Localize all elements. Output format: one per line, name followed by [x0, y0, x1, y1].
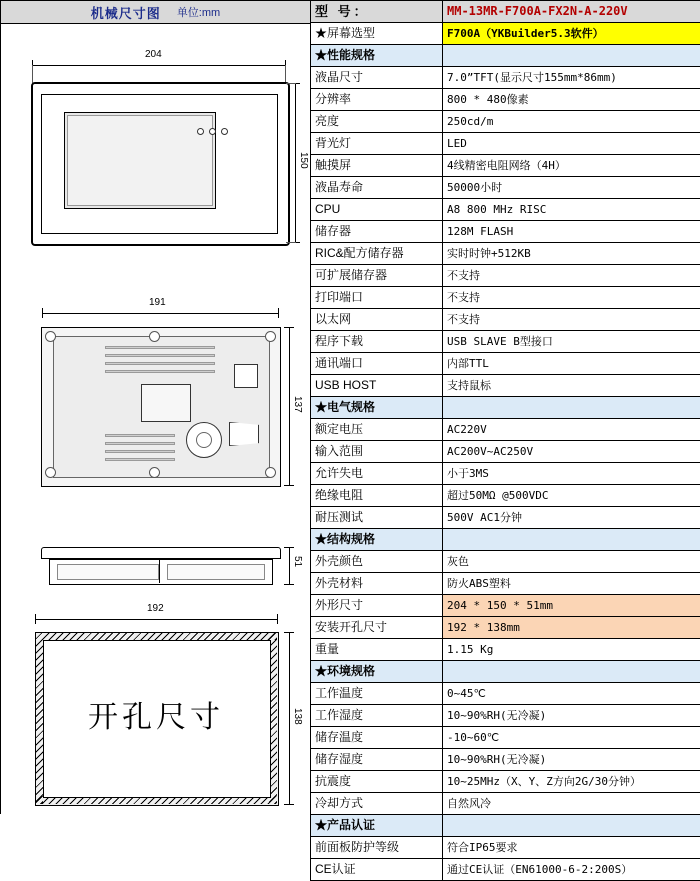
- spec-row: [311, 23, 700, 45]
- spec-key: 液晶尺寸: [311, 67, 443, 89]
- dim-line-side-height: [289, 547, 290, 584]
- spec-value: F700A（YKBuilder5.3软件）: [443, 23, 700, 45]
- spec-value: 自然风冷: [443, 793, 700, 815]
- dim-back-height: 137: [292, 396, 303, 413]
- spec-value: 128M FLASH: [443, 221, 700, 243]
- spec-row: [311, 727, 700, 749]
- power-connector: [186, 422, 222, 458]
- spec-value: AC200V~AC250V: [443, 441, 700, 463]
- spec-key: ★电气规格: [311, 397, 443, 419]
- spec-value: 超过50MΩ @500VDC: [443, 485, 700, 507]
- spec-row: [311, 331, 700, 353]
- spec-value: 防火ABS塑料: [443, 573, 700, 595]
- spec-value: 内部TTL: [443, 353, 700, 375]
- dim-tick: [284, 485, 294, 486]
- spec-row: [311, 507, 700, 529]
- spec-row: [311, 617, 700, 639]
- spec-key: 额定电压: [311, 419, 443, 441]
- ext-line: [286, 242, 296, 243]
- spec-value: [443, 397, 700, 419]
- ext-line: [32, 65, 33, 83]
- spec-value: 250cd/m: [443, 111, 700, 133]
- spec-row: [311, 133, 700, 155]
- spec-value: 204 * 150 * 51mm: [443, 595, 700, 617]
- spec-value: 1.15 Kg: [443, 639, 700, 661]
- spec-value: [443, 815, 700, 837]
- ext-line: [286, 83, 296, 84]
- vent-slot: [105, 434, 175, 437]
- spec-key: USB HOST: [311, 375, 443, 397]
- spec-key: 可扩展储存器: [311, 265, 443, 287]
- spec-key: 外壳颜色: [311, 551, 443, 573]
- spec-value: 不支持: [443, 309, 700, 331]
- mounting-screw: [265, 331, 276, 342]
- spec-value: 10~90%RH(无冷凝): [443, 705, 700, 727]
- specification-panel: [310, 0, 700, 814]
- spec-key: ★产品认证: [311, 815, 443, 837]
- spec-row: [311, 837, 700, 859]
- spec-row: [311, 243, 700, 265]
- spec-row: [311, 89, 700, 111]
- spec-key: RIC&配方储存器: [311, 243, 443, 265]
- cutout-label: 开孔尺寸: [43, 692, 269, 736]
- spec-key: 允许失电: [311, 463, 443, 485]
- spec-row: [311, 111, 700, 133]
- spec-value: A8 800 MHz RISC: [443, 199, 700, 221]
- spec-key: 工作湿度: [311, 705, 443, 727]
- spec-value: LED: [443, 133, 700, 155]
- spec-key: 抗震度: [311, 771, 443, 793]
- spec-value: 7.0”TFT(显示尺寸155mm*86mm): [443, 67, 700, 89]
- side-view-divider: [159, 559, 160, 583]
- dim-line-back-height: [289, 327, 290, 485]
- spec-key: 重量: [311, 639, 443, 661]
- cutout-hatch: [35, 632, 43, 804]
- spec-value: 800 * 480像素: [443, 89, 700, 111]
- spec-value: 符合IP65要求: [443, 837, 700, 859]
- spec-row: [311, 287, 700, 309]
- spec-value: 不支持: [443, 265, 700, 287]
- spec-value: 灰色: [443, 551, 700, 573]
- drawing-title: 机械尺寸图: [91, 3, 161, 22]
- spec-row: [311, 749, 700, 771]
- spec-value: 10~90%RH(无冷凝): [443, 749, 700, 771]
- spec-key: 安装开孔尺寸: [311, 617, 443, 639]
- spec-row: [311, 683, 700, 705]
- spec-key: 耐压测试: [311, 507, 443, 529]
- front-view-screen: [67, 115, 213, 206]
- spec-value: USB SLAVE B型接口: [443, 331, 700, 353]
- mounting-screw: [149, 467, 160, 478]
- spec-key: 以太网: [311, 309, 443, 331]
- dim-front-width: 204: [145, 49, 162, 60]
- spec-row: [311, 595, 700, 617]
- dim-tick: [284, 584, 294, 585]
- dim-tick: [284, 327, 294, 328]
- spec-key: 外形尺寸: [311, 595, 443, 617]
- spec-row: [311, 771, 700, 793]
- spec-row: [311, 375, 700, 397]
- spec-section-row: [311, 661, 700, 683]
- specification-table: [310, 0, 700, 881]
- dim-line-cutout-width: [35, 619, 277, 620]
- side-view-top: [41, 547, 281, 559]
- spec-key: 打印端口: [311, 287, 443, 309]
- dim-front-height: 150: [298, 152, 309, 169]
- spec-value: 4线精密电阻网络（4H）: [443, 155, 700, 177]
- drawing-canvas: [0, 24, 310, 814]
- spec-value: 支持鼠标: [443, 375, 700, 397]
- dim-tick: [35, 614, 36, 624]
- status-leds: [197, 124, 233, 132]
- spec-key: ★性能规格: [311, 45, 443, 67]
- drawing-header: [0, 0, 310, 24]
- spec-key: CPU: [311, 199, 443, 221]
- vent-slot: [105, 450, 175, 453]
- mounting-screw: [45, 467, 56, 478]
- dim-tick: [277, 614, 278, 624]
- table-header-row: [311, 1, 700, 23]
- spec-value: 192 * 138mm: [443, 617, 700, 639]
- serial-port: [229, 422, 259, 446]
- dim-tick: [284, 632, 294, 633]
- spec-key: 外壳材料: [311, 573, 443, 595]
- spec-row: [311, 551, 700, 573]
- spec-key: ★结构规格: [311, 529, 443, 551]
- mounting-screw: [45, 331, 56, 342]
- dim-cutout-width: 192: [147, 603, 164, 614]
- spec-key: ★环境规格: [311, 661, 443, 683]
- spec-value: 实时时钟+512KB: [443, 243, 700, 265]
- spec-row: [311, 705, 700, 727]
- spec-row: [311, 155, 700, 177]
- spec-row: [311, 859, 700, 881]
- spec-key: 储存器: [311, 221, 443, 243]
- spec-value: AC220V: [443, 419, 700, 441]
- usb-port: [234, 364, 258, 388]
- side-view-section-right: [167, 564, 265, 580]
- spec-value: 小于3MS: [443, 463, 700, 485]
- spec-key: 触摸屏: [311, 155, 443, 177]
- spec-key: 储存温度: [311, 727, 443, 749]
- spec-row: [311, 485, 700, 507]
- spec-key: 程序下载: [311, 331, 443, 353]
- spec-row: [311, 199, 700, 221]
- vent-slot: [105, 370, 215, 373]
- spec-row: [311, 353, 700, 375]
- spec-key: 通讯端口: [311, 353, 443, 375]
- dim-tick: [42, 308, 43, 318]
- spec-key: 工作温度: [311, 683, 443, 705]
- back-view-label-plate: [141, 384, 191, 422]
- cutout-hatch: [35, 632, 277, 640]
- spec-key: 绝缘电阻: [311, 485, 443, 507]
- dim-tick: [284, 547, 294, 548]
- dim-side-height: 51: [292, 556, 303, 567]
- spec-row: [311, 463, 700, 485]
- spec-key: 背光灯: [311, 133, 443, 155]
- dim-tick: [284, 804, 294, 805]
- dim-line-front-width: [32, 65, 285, 66]
- spec-key: 液晶寿命: [311, 177, 443, 199]
- spec-row: [311, 793, 700, 815]
- drawing-unit-label: 单位:mm: [177, 4, 220, 20]
- dim-back-width: 191: [149, 297, 166, 308]
- spec-row: [311, 309, 700, 331]
- spec-section-row: [311, 397, 700, 419]
- model-label: 型 号：: [311, 1, 443, 23]
- spec-row: [311, 573, 700, 595]
- spec-key: 亮度: [311, 111, 443, 133]
- spec-value: 50000小时: [443, 177, 700, 199]
- mounting-screw: [265, 467, 276, 478]
- spec-row: [311, 639, 700, 661]
- spec-row: [311, 221, 700, 243]
- spec-key: 前面板防护等级: [311, 837, 443, 859]
- dim-cutout-height: 138: [292, 708, 303, 725]
- vent-slot: [105, 354, 215, 357]
- vent-slot: [105, 346, 215, 349]
- spec-key: 输入范围: [311, 441, 443, 463]
- spec-key: 分辨率: [311, 89, 443, 111]
- spec-key: 冷却方式: [311, 793, 443, 815]
- spec-value: 0~45℃: [443, 683, 700, 705]
- spec-row: [311, 177, 700, 199]
- mechanical-drawing-panel: [0, 0, 310, 814]
- spec-row: [311, 441, 700, 463]
- vent-slot: [105, 442, 175, 445]
- spec-key: 储存湿度: [311, 749, 443, 771]
- spec-value: 通过CE认证（EN61000-6-2:200S）: [443, 859, 700, 881]
- spec-section-row: [311, 815, 700, 837]
- vent-slot: [105, 362, 215, 365]
- spec-row: [311, 419, 700, 441]
- side-view-section-left: [57, 564, 159, 580]
- spec-value: [443, 661, 700, 683]
- spec-value: [443, 45, 700, 67]
- vent-slot: [105, 458, 175, 461]
- spec-value: -10~60℃: [443, 727, 700, 749]
- spec-value: 500V AC1分钟: [443, 507, 700, 529]
- spec-section-row: [311, 529, 700, 551]
- ext-line: [285, 65, 286, 83]
- spec-value: [443, 529, 700, 551]
- dim-line-cutout-height: [289, 632, 290, 804]
- spec-row: [311, 265, 700, 287]
- spec-key: CE认证: [311, 859, 443, 881]
- model-value: MM-13MR-F700A-FX2N-A-220V: [443, 1, 700, 23]
- dim-line-front-height: [295, 83, 296, 242]
- spec-row: [311, 67, 700, 89]
- dim-line-back-width: [42, 313, 278, 314]
- spec-key: ★屏幕选型: [311, 23, 443, 45]
- spec-section-row: [311, 45, 700, 67]
- dim-tick: [278, 308, 279, 318]
- mounting-screw: [149, 331, 160, 342]
- spec-value: 10~25MHz（X、Y、Z方向2G/30分钟）: [443, 771, 700, 793]
- spec-value: 不支持: [443, 287, 700, 309]
